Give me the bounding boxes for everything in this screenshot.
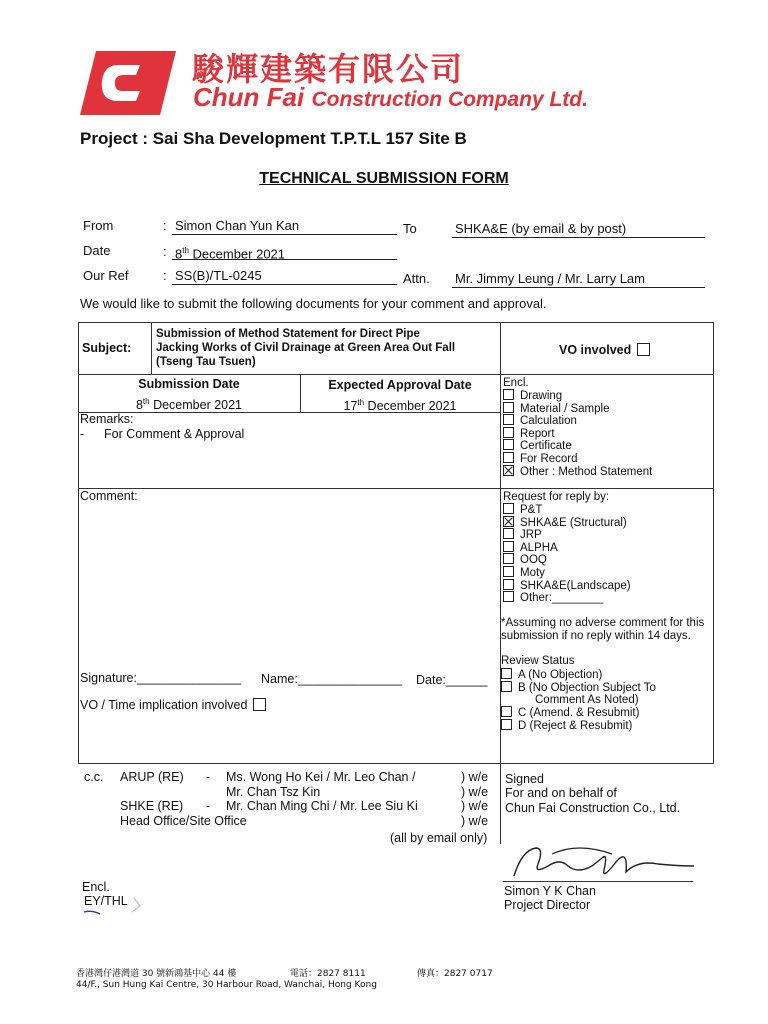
reply-item[interactable] [503, 503, 631, 516]
footer-fax: 傳真：2827 0717 [417, 969, 493, 979]
reply-item-label: OOQ [520, 554, 547, 567]
review-option-d[interactable] [501, 719, 632, 732]
checkbox[interactable] [503, 402, 514, 413]
review-option-c[interactable] [501, 706, 639, 719]
footer-tel: 電話：2827 8111 [290, 969, 366, 979]
remarks-item: For Comment & Approval [104, 427, 245, 441]
review-status-label: Review Status [501, 655, 575, 667]
review-option-label: A (No Objection) [518, 669, 603, 681]
cc-dashes [206, 770, 210, 828]
checkbox-checked[interactable] [503, 516, 514, 527]
reply-item-label: SHKA&E(Landscape) [520, 579, 631, 592]
vo-involved [559, 343, 650, 357]
signed-name: Simon Y K Chan [504, 884, 596, 898]
table-divider [78, 374, 713, 375]
remarks-label: Remarks: [80, 412, 134, 426]
enclosure-item[interactable] [503, 427, 652, 440]
approval-day: 17 [343, 399, 358, 414]
subject-line: Jacking Works of Civil Drainage at Green Area Out Fall [156, 342, 456, 354]
enclosure-item-label: Calculation [520, 415, 577, 428]
checkbox[interactable] [501, 719, 512, 730]
enclosure-list [503, 389, 652, 477]
from-label: From [83, 218, 114, 233]
vo-time-implication [80, 698, 266, 712]
submission-sup: th [142, 397, 150, 406]
date-day: 8 [175, 246, 183, 262]
form-title: TECHNICAL SUBMISSION FORM [259, 170, 509, 187]
approval-rest: December 2021 [364, 399, 457, 414]
enclosure-item-label: Report [520, 427, 555, 440]
checkbox[interactable] [503, 579, 514, 590]
comment-label: Comment: [80, 489, 138, 503]
ref-colon: : [163, 268, 167, 283]
to-label: To [403, 221, 417, 236]
cc-all-by-email: (all by email only) [390, 831, 488, 845]
reply-item-label: JRP [520, 529, 542, 542]
enclosure-item[interactable] [503, 465, 652, 478]
enclosure-item[interactable] [503, 439, 652, 452]
cc-names: Ms. Wong Ho Kei / Mr. Leo Chan / [226, 770, 416, 784]
cc-label: c.c. [84, 770, 104, 784]
intro-text: We would like to submit the following documents for your comment and approval. [80, 296, 547, 311]
enclosure-item-label: Certificate [520, 440, 572, 453]
name-field[interactable]: Name:_______________ [261, 672, 403, 686]
cc-mode: ) w/e [461, 799, 489, 813]
enclosure-item-label: Material / Sample [520, 402, 610, 415]
approval-sup: th [357, 398, 365, 407]
company-chinese-name: 駿輝建築有限公司 [192, 50, 465, 88]
signature-field[interactable]: Signature:_______________ [80, 671, 242, 685]
cc-names: Mr. Chan Tsz Kin [226, 784, 321, 799]
cc-mode: ) w/e [461, 784, 489, 799]
submission-rest: December 2021 [149, 398, 243, 413]
table-divider [151, 322, 152, 374]
signed-title: Project Director [504, 898, 591, 912]
attn-field[interactable]: Mr. Jimmy Leung / Mr. Larry Lam [452, 271, 705, 288]
cc-dash: - [206, 770, 211, 784]
subject-label: Subject: [82, 341, 132, 355]
from-field[interactable]: Simon Chan Yun Kan [172, 218, 397, 235]
reply-item[interactable] [503, 591, 631, 604]
submission-day: 8 [135, 398, 143, 413]
date-label: Date [83, 243, 111, 258]
reply-list [503, 503, 631, 604]
date-sup: th [182, 246, 189, 255]
cc-names: Mr. Chan Ming Chi / Mr. Lee Siu Ki [226, 799, 418, 813]
reply-item-label: SHKA&E (Structural) [520, 516, 627, 529]
reply-note-line: submission if no reply within 14 days. [501, 630, 691, 642]
vo-time-checkbox[interactable] [253, 698, 266, 711]
reply-label: Request for reply by: [503, 491, 610, 503]
signature-line [503, 881, 693, 882]
enclosure-item[interactable] [503, 389, 652, 402]
cc-names [226, 814, 418, 829]
vo-involved-checkbox[interactable] [637, 343, 650, 356]
checkbox[interactable] [503, 414, 514, 425]
handwritten-mark [82, 890, 152, 920]
vo-involved-label: VO involved [559, 343, 632, 357]
review-option-label: C (Amend. & Resubmit) [518, 707, 640, 719]
checkbox[interactable] [503, 566, 514, 577]
checkbox-checked[interactable] [503, 465, 514, 476]
reply-item[interactable] [503, 528, 631, 541]
reply-note-line: *Assuming no adverse comment for this [501, 617, 705, 629]
reply-item-label: Moty [520, 566, 545, 579]
from-colon: : [163, 218, 167, 233]
submission-date-value [78, 397, 300, 412]
encl-footer-label: Encl. [82, 880, 110, 894]
project-title: Project : Sai Sha Development T.P.T.L 157 Site B [80, 129, 467, 148]
checkbox[interactable] [501, 681, 512, 692]
table-divider [78, 488, 713, 489]
subject-line: Submission of Method Statement for Direct Pipe [156, 328, 420, 340]
checkbox[interactable] [503, 591, 514, 602]
approval-date-label: Expected Approval Date [328, 378, 472, 392]
cc-divider [500, 764, 501, 844]
cc-dash [206, 814, 210, 829]
reply-item[interactable] [503, 516, 631, 529]
cc-names [226, 770, 418, 828]
checkbox[interactable] [501, 706, 512, 717]
cc-mode: ) w/e [461, 813, 489, 828]
signature-image [508, 836, 698, 886]
cc-org: ARUP (RE) [120, 770, 184, 784]
company-name-rest: Construction Company Ltd. [311, 88, 588, 111]
enclosure-item[interactable] [503, 414, 652, 427]
checkbox[interactable] [503, 427, 514, 438]
submission-date-label: Submission Date [138, 377, 240, 391]
company-name-main: Chun Fai [193, 82, 305, 112]
review-option-a[interactable] [501, 668, 602, 681]
review-option-label: D (Reject & Resubmit) [518, 720, 633, 732]
reply-item-label: Other:________ [520, 592, 604, 605]
cc-dash [206, 785, 210, 800]
checkbox[interactable] [503, 389, 514, 400]
ref-field[interactable]: SS(B)/TL-0245 [172, 268, 397, 285]
to-field[interactable]: SHKA&E (by email & by post) [452, 221, 705, 238]
cc-org: SHKE (RE) [120, 799, 184, 813]
date-colon: : [163, 244, 167, 259]
checkbox[interactable] [503, 452, 514, 463]
checkbox[interactable] [503, 503, 514, 514]
enclosure-item[interactable] [503, 452, 652, 465]
footer-address-en: 44/F., Sun Hung Kai Centre, 30 Harbour Road, Wanchai, Hong Kong [76, 980, 377, 990]
cc-org: Head Office/Site Office [120, 813, 247, 828]
footer-address-cn: 香港灣仔港灣道 30 號新鴻基中心 44 樓 [76, 969, 237, 979]
reply-item-label: ALPHA [520, 541, 558, 554]
ref-label: Our Ref [83, 268, 129, 283]
encl-label: Encl. [503, 377, 529, 389]
signed-label: Signed [505, 772, 544, 786]
review-option-label: B (No Objection Subject To [518, 682, 656, 694]
reply-item[interactable] [503, 579, 631, 592]
company-english-name [193, 82, 588, 113]
date-rest: December 2021 [188, 246, 286, 262]
checkbox[interactable] [503, 528, 514, 539]
checkbox[interactable] [501, 668, 512, 679]
cc-mode: ) w/e [461, 770, 489, 784]
attn-label: Attn. [403, 271, 430, 286]
review-option-b-cont: Comment As Noted) [535, 694, 639, 706]
vo-time-label: VO / Time implication involved [80, 698, 248, 712]
checkbox[interactable] [503, 553, 514, 564]
approval-date-value [300, 398, 500, 413]
subject-text [156, 327, 455, 369]
signed-behalf: For and on behalf of [505, 786, 617, 800]
reply-item-label: P&T [520, 504, 543, 516]
remarks-dash: - [80, 427, 85, 441]
table-divider [500, 322, 501, 763]
reply-item[interactable] [503, 541, 631, 554]
date-field[interactable] [172, 243, 397, 260]
checkbox[interactable] [503, 541, 514, 552]
enclosure-item-label: For Record [520, 452, 578, 465]
signed-company: Chun Fai Construction Co., Ltd. [505, 801, 681, 815]
reply-note [501, 617, 704, 643]
cc-dash: - [206, 799, 211, 813]
subject-line: (Tseng Tau Tsuen) [156, 356, 256, 368]
encl-footer-initials: EY/THL [84, 894, 128, 908]
cc-modes [461, 770, 488, 828]
enclosure-item[interactable] [503, 402, 652, 415]
date-signed-field[interactable]: Date:______ [416, 673, 488, 687]
review-option-b[interactable] [501, 681, 656, 694]
checkbox[interactable] [503, 439, 514, 450]
company-logo [78, 47, 178, 119]
comment-area[interactable] [82, 505, 496, 655]
reply-item[interactable] [503, 553, 631, 566]
enclosure-item-label: Drawing [520, 390, 563, 402]
enclosure-item-label: Other : Method Statement [520, 465, 653, 478]
reply-item[interactable] [503, 566, 631, 579]
